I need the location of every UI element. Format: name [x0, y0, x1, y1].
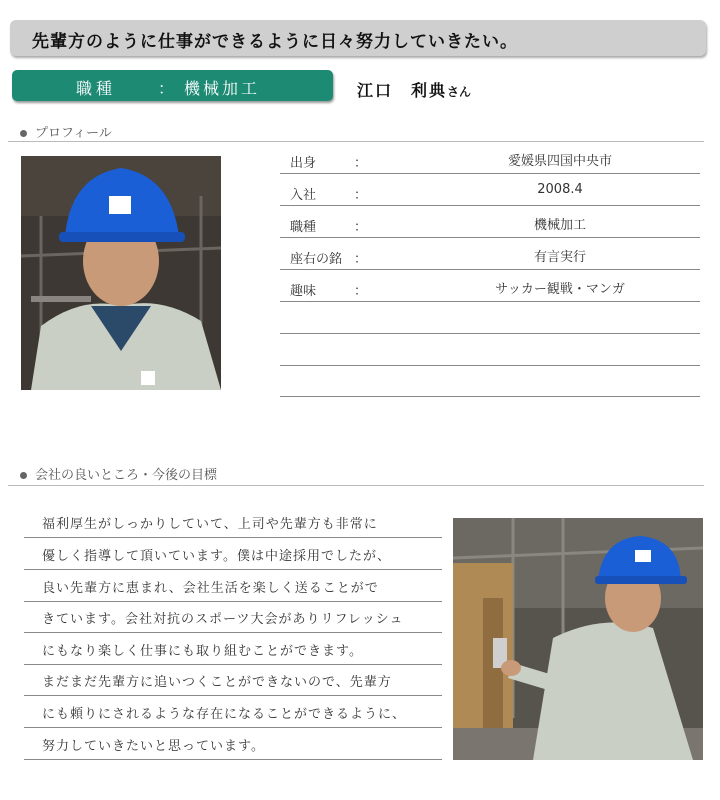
- body-line: にもなり楽しく仕事にも取り組むことができます。: [24, 635, 442, 665]
- employee-name: [357, 78, 471, 101]
- body-line: まだまだ先輩方に追いつくことができないので、先輩方: [24, 666, 442, 696]
- profile-value: 有言実行: [533, 250, 586, 265]
- profile-section-label: プロフィール: [35, 126, 112, 141]
- headline-banner: [10, 20, 706, 56]
- job-type-box: [12, 70, 333, 101]
- profile-label: 趣味: [290, 284, 317, 299]
- body-line: 優しく指導して頂いています。僕は中途採用でしたが、: [24, 540, 442, 570]
- profile-label: 職種: [290, 220, 317, 235]
- profile-value: 愛媛県四国中央市: [507, 154, 612, 169]
- bullet-icon: [20, 472, 27, 479]
- profile-section-title: [20, 122, 112, 141]
- work-photo: [453, 518, 703, 760]
- profile-label: 出身: [290, 156, 317, 171]
- headline-text: 先輩方のように仕事ができるように日々努力していきたい。: [32, 32, 518, 52]
- body-line: 努力していきたいと思っています。: [24, 730, 442, 760]
- profile-label: 入社: [290, 188, 317, 203]
- profile-row-birthplace: [280, 142, 700, 174]
- portrait-photo: [21, 156, 221, 390]
- profile-row-joined: [280, 174, 700, 206]
- profile-row-hobby: [280, 270, 700, 302]
- profile-value: サッカー観戦・マンガ: [495, 282, 625, 297]
- profile-row-empty: [280, 334, 700, 366]
- name-suffix: さん: [447, 85, 472, 99]
- profile-row-empty: [280, 302, 700, 334]
- profile-colon: ：: [354, 188, 368, 203]
- job-type-label: 職種: [76, 79, 117, 98]
- company-section-title: [20, 464, 217, 483]
- profile-colon: ：: [354, 284, 368, 299]
- body-line: 良い先輩方に恵まれ、会社生活を楽しく送ることがで: [24, 572, 442, 602]
- profile-row-job: [280, 206, 700, 238]
- profile-row-motto: [280, 238, 700, 270]
- job-type-value: 機械加工: [184, 79, 261, 98]
- given-name: 利典: [411, 81, 448, 100]
- job-type-colon: ：: [158, 79, 175, 98]
- profile-value: 2008.4: [537, 182, 583, 197]
- profile-value: 機械加工: [533, 218, 586, 233]
- profile-colon: ：: [354, 156, 368, 171]
- profile-row-empty: [280, 365, 700, 397]
- profile-colon: ：: [354, 252, 368, 267]
- section-divider: [8, 485, 704, 486]
- company-section-label: 会社の良いところ・今後の目標: [35, 468, 218, 483]
- bullet-icon: [20, 130, 27, 137]
- profile-label: 座右の銘: [290, 252, 343, 267]
- body-line: きています。会社対抗のスポーツ大会がありリフレッシュ: [24, 603, 442, 633]
- body-line: 福利厚生がしっかりしていて、上司や先輩方も非常に: [24, 508, 442, 538]
- profile-colon: ：: [354, 220, 368, 235]
- family-name: 江口: [357, 81, 394, 100]
- body-line: にも頼りにされるような存在になることができるように、: [24, 698, 442, 728]
